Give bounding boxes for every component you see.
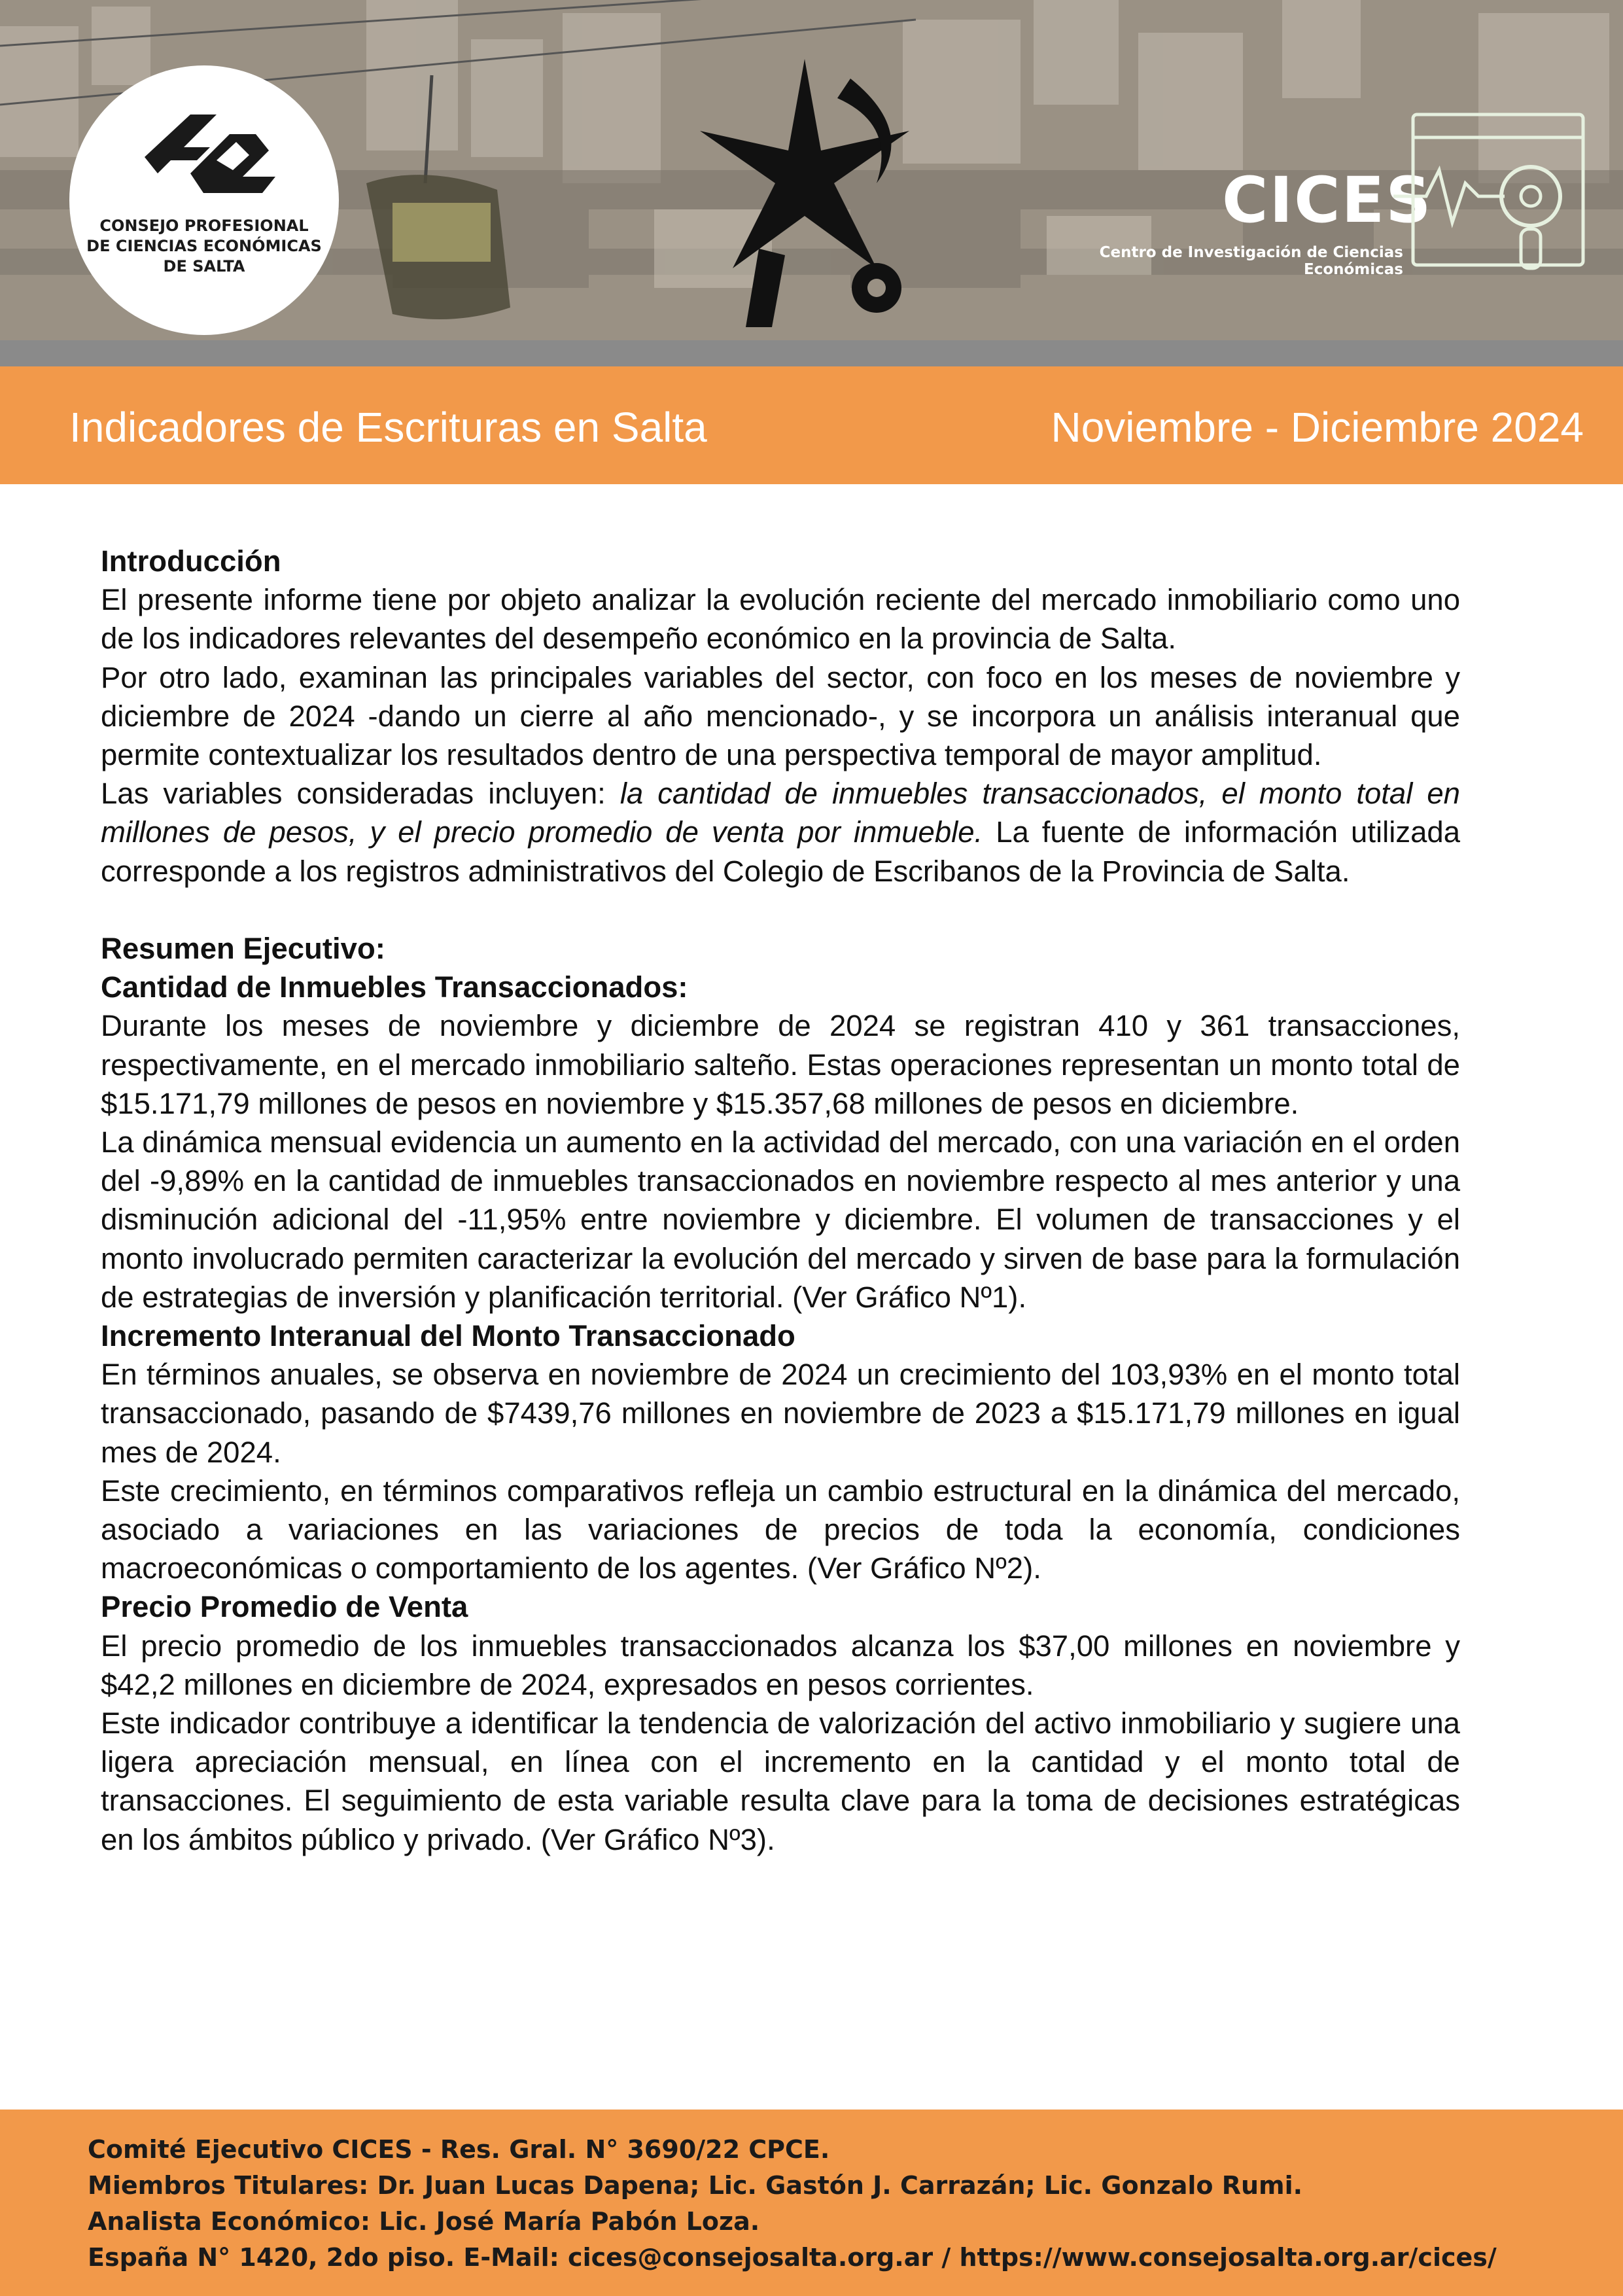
intro-heading: Introducción	[101, 544, 281, 578]
intro-paragraph-2: Por otro lado, examinan las principales variables del sector, con foco en los meses de noviembre y diciembre de 2024 -dando un cierre al año mencionado-, y se incorpora un análisis interanual que permite contextualizar los resultados dentro de una perspectiva temporal de mayor amplitud.	[101, 660, 1460, 772]
interannual-paragraph-2: Este crecimiento, en términos comparativos refleja un cambio estructural en la dinámica del mercado, asociado a variaciones en las variaciones de precios de toda la economía, condiciones macroeconómicas o comportamiento de los agentes. (Ver Gráfico Nº2).	[101, 1474, 1460, 1585]
transactions-paragraph-2: La dinámica mensual evidencia un aumento en la actividad del mercado, con una variación en el orden del -9,89% en la cantidad de inmuebles transaccionados en noviembre respecto al mes anterior y una disminución adicional del -11,95% entre noviembre y diciembre. El volumen de transacciones y el monto involucrado permiten caracterizar la evolución del mercado y sirven de base para la formulación de estrategias de inversión y planificación territorial. (Ver Gráfico Nº1).	[101, 1125, 1460, 1314]
intro-paragraph-3	[101, 774, 1460, 891]
section-spacer	[101, 891, 1460, 929]
cices-name: CICES	[1222, 164, 1433, 237]
footer-analyst: Analista Económico: Lic. José María Pabón Loza.	[88, 2207, 760, 2236]
intro-p3-variables: la cantidad de inmuebles transaccionados, el monto total en millones de pesos, y el precio promedio de venta por inmueble.	[101, 777, 1460, 849]
transactions-paragraph-1: Durante los meses de noviembre y diciembre de 2024 se registran 410 y 361 transacciones, respectivamente, en el mercado inmobiliario salteño. Estas operaciones representan un monto total de $15.171,79 millones de pesos en noviembre y $15.357,68 millones de pesos en diciembre.	[101, 1009, 1460, 1120]
cpce-logo	[69, 65, 339, 335]
star-emblem-icon	[680, 52, 929, 327]
report-title: Indicadores de Escrituras en Salta	[69, 404, 707, 451]
cices-monitor-icon	[1393, 111, 1590, 294]
average-price-paragraph-1: El precio promedio de los inmuebles transaccionados alcanza los $37,00 millones en noviembre y $42,2 millones en diciembre de 2024, expresados en pesos corrientes.	[101, 1629, 1460, 1701]
summary-heading: Resumen Ejecutivo:	[101, 932, 385, 966]
footer-committee: Comité Ejecutivo CICES - Res. Gral. N° 3690/22 CPCE.	[88, 2135, 830, 2164]
interannual-paragraph-1: En términos anuales, se observa en noviembre de 2024 un crecimiento del 103,93% en el monto total transaccionado, pasando de $7439,76 millones en noviembre de 2023 a $15.171,79 millones en igual mes de 2024.	[101, 1358, 1460, 1469]
footer-members: Miembros Titulares: Dr. Juan Lucas Dapena; Lic. Gastón J. Carrazán; Lic. Gonzalo Rumi.	[88, 2171, 1303, 2200]
header-banner	[0, 0, 1623, 366]
title-bar	[0, 366, 1623, 484]
average-price-heading: Precio Promedio de Venta	[101, 1590, 468, 1624]
intro-p3-end: La fuente de información utilizada corresponde a los registros administrativos del Colegio de Escribanos de la Provincia de Salta.	[101, 815, 1460, 888]
interannual-heading: Incremento Interanual del Monto Transaccionado	[101, 1319, 795, 1353]
footer	[0, 2110, 1623, 2296]
footer-contact: España N° 1420, 2do piso. E-Mail: cices@consejosalta.org.ar / https://www.consejosalta.org.ar/cices/	[88, 2243, 1497, 2272]
banner-bottom-strip	[0, 340, 1623, 366]
report-period: Noviembre - Diciembre 2024	[1051, 404, 1584, 451]
intro-p3-start: Las variables consideradas incluyen:	[101, 777, 620, 811]
average-price-paragraph-2: Este indicador contribuye a identificar la tendencia de valorización del activo inmobiliario y sugiere una ligera apreciación mensual, en línea con el incremento en la cantidad y el monto total de transacciones. El seguimiento de esta variable resulta clave para la toma de decisiones estratégicas en los ámbitos público y privado. (Ver Gráfico Nº3).	[101, 1706, 1460, 1856]
report-body	[101, 542, 1460, 1859]
transactions-heading: Cantidad de Inmuebles Transaccionados:	[101, 970, 688, 1004]
cices-subtitle: Centro de Investigación de Ciencias Económicas	[1099, 244, 1403, 278]
intro-paragraph-1: El presente informe tiene por objeto analizar la evolución reciente del mercado inmobiliario como uno de los indicadores relevantes del desempeño económico en la provincia de Salta.	[101, 583, 1460, 656]
footer-info	[88, 2132, 1497, 2276]
cpce-mark-icon	[118, 101, 290, 213]
cpce-logo-text: CONSEJO PROFESIONAL DE CIENCIAS ECONÓMICAS DE SALTA	[86, 217, 322, 275]
